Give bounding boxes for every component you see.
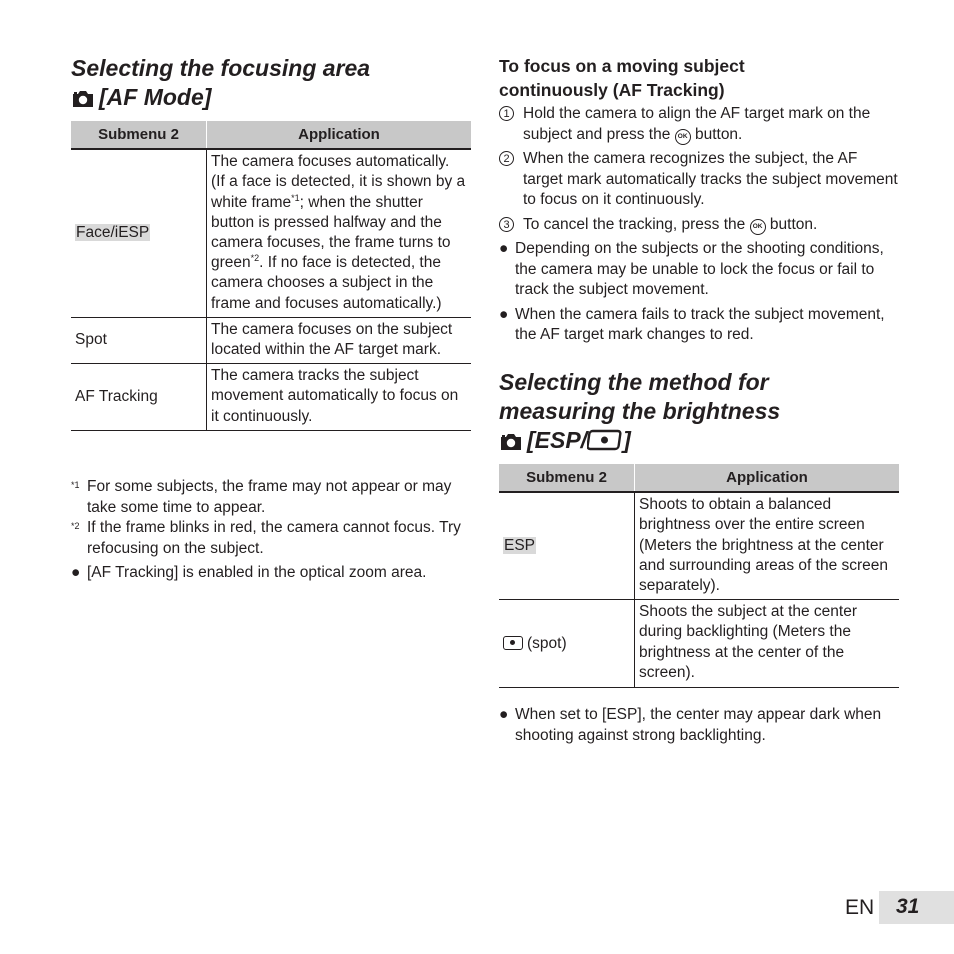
table-header-row: [71, 121, 471, 149]
table-header-row: [499, 464, 899, 492]
step-text: When the camera recognizes the subject, the AF target mark automatically tracks the subject movement to focus on it continuously.: [523, 150, 898, 208]
table-row: [499, 492, 899, 600]
application-cell: [207, 149, 472, 317]
application-text: ; when the shutter button is pressed halfway and the camera focuses, the frame turns to green: [211, 193, 451, 272]
page-number: 31: [896, 895, 920, 918]
camera-icon: [499, 429, 523, 458]
note-bullet: [499, 705, 915, 746]
af-mode-table: [71, 121, 471, 431]
esp-title-line3-end: ]: [623, 427, 631, 453]
submenu-esp: ESP: [504, 537, 536, 555]
step-2: [499, 149, 899, 211]
table-row: [71, 364, 471, 431]
footnote-2: [71, 518, 471, 559]
application-cell: The camera tracks the subject movement automatically to focus on it continuously.: [207, 364, 472, 431]
submenu-spot: Spot: [71, 317, 207, 363]
footnote-ref-2: *2: [250, 253, 260, 264]
note-text: [AF Tracking] is enabled in the optical zoom area.: [87, 564, 427, 581]
ok-button-icon: OK: [675, 129, 691, 145]
note-text: When set to [ESP], the center may appear dark when shooting against strong backlighting.: [515, 706, 882, 744]
step-number-2-icon: 2: [499, 151, 514, 166]
application-cell: Shoots the subject at the center during backlighting (Meters the brightness at the center of the screen).: [635, 600, 900, 688]
step-1: [499, 104, 899, 145]
step-number-3-icon: 3: [499, 217, 514, 232]
esp-title-line3: [ESP/: [527, 427, 588, 453]
column-header-submenu: Submenu 2: [499, 464, 635, 492]
application-cell: Shoots to obtain a balanced brightness over the entire screen (Meters the brightness at the center and surrounding areas of the screen separately).: [635, 492, 900, 600]
submenu-cell: [499, 492, 635, 600]
step-text: To cancel the tracking, press the: [523, 215, 750, 233]
esp-title: [499, 368, 899, 458]
table-row: [71, 149, 471, 317]
submenu-af-tracking: AF Tracking: [71, 364, 207, 431]
bullet-icon: ●: [499, 305, 509, 323]
spot-metering-icon: [587, 429, 623, 458]
submenu-cell: [71, 149, 207, 317]
column-header-application: Application: [635, 464, 900, 492]
note-bullet: [499, 305, 899, 346]
footnote-text: If the frame blinks in red, the camera cannot focus. Try refocusing on the subject.: [87, 519, 461, 557]
bullet-icon: ●: [71, 564, 81, 581]
af-mode-title-line1: Selecting the focusing area: [71, 55, 371, 81]
footnote-ref-1: *1: [291, 192, 300, 203]
esp-title-line1: Selecting the method for: [499, 369, 769, 395]
spot-metering-icon: [503, 636, 523, 650]
bullet-icon: ●: [499, 706, 509, 723]
camera-icon: [71, 86, 95, 115]
ok-button-icon: OK: [750, 219, 766, 235]
application-text: The camera focuses automatically. (If a face is detected, it is shown by a white frame: [211, 153, 466, 211]
step-number-1-icon: 1: [499, 106, 514, 121]
language-label: EN: [845, 896, 875, 919]
note-bullet: [71, 563, 471, 584]
af-mode-title: [71, 54, 471, 115]
table-row: [499, 600, 899, 688]
subheading-line2: continuously (AF Tracking): [499, 80, 725, 100]
column-header-application: Application: [207, 121, 472, 149]
step-text: Hold the camera to align the AF target mark on the subject and press the: [523, 105, 871, 143]
footnote-mark: *1: [71, 480, 80, 490]
esp-title-line2: measuring the brightness: [499, 398, 781, 424]
step-3: [499, 215, 899, 236]
note-text: Depending on the subjects or the shooting conditions, the camera may be unable to lock the focus or fail to track the subject movement.: [515, 240, 884, 298]
esp-table: [499, 464, 899, 688]
footnotes: [71, 477, 471, 584]
bullet-icon: ●: [499, 240, 509, 257]
submenu-face-iesp: Face/iESP: [76, 224, 150, 242]
application-cell: The camera focuses on the subject located within the AF target mark.: [207, 317, 472, 363]
submenu-cell: [499, 600, 635, 688]
submenu-spot: (spot): [527, 634, 567, 652]
footnote-text: For some subjects, the frame may not appear or may take some time to appear.: [87, 478, 452, 516]
subheading-line1: To focus on a moving subject: [499, 56, 745, 76]
af-mode-title-line2: [AF Mode]: [99, 84, 212, 110]
footnote-mark: *2: [71, 521, 80, 531]
note-bullet: [499, 239, 899, 301]
af-tracking-subheading: [499, 54, 899, 102]
note-text: When the camera fails to track the subject movement, the AF target mark changes to red.: [515, 305, 885, 343]
column-header-submenu: Submenu 2: [71, 121, 207, 149]
step-text: button.: [765, 215, 818, 233]
footnote-1: [71, 477, 471, 518]
table-row: [71, 317, 471, 363]
application-text: . If no face is detected, the camera chooses a subject in the frame and focuses automatically.): [211, 254, 442, 312]
step-text: button.: [690, 125, 743, 143]
af-tracking-steps: [499, 104, 899, 346]
